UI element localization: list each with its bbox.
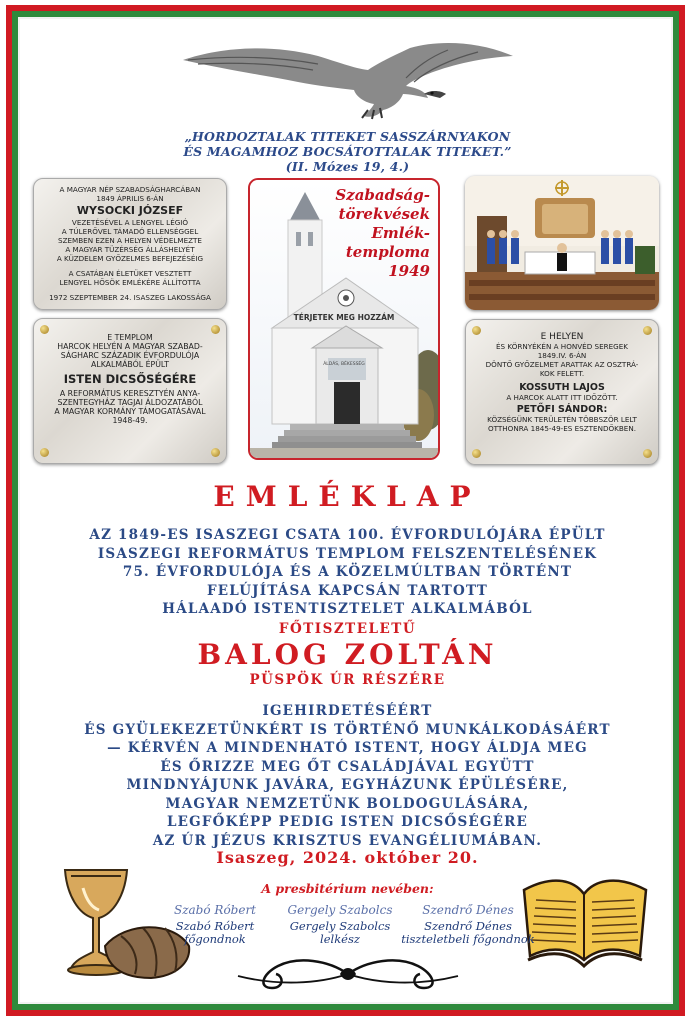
signer-name: Szendrő Dénes [424, 919, 512, 933]
plaque-line: PETŐFI SÁNDOR: [516, 404, 608, 415]
plaque-line: SÁGHARC SZÁZADIK ÉVFORDULÓJA [60, 351, 200, 360]
presbytery-label: A presbitérium nevében: [261, 881, 434, 896]
dedication-line: IGEHIRDETÉSÉÉRT [262, 703, 433, 719]
plaque-line: SZEMBEN EZEN A HELYEN VÉDELMEZTE [58, 236, 202, 245]
rivet-icon [40, 448, 49, 457]
church-facade-inscription: TÉRJETEK MEG HOZZÁM [293, 313, 395, 322]
page-title: EMLÉKLAP [213, 480, 482, 513]
plaque-line: KOK FELETT. [539, 369, 585, 378]
plaque-line: WYSOCKI JÓZSEF [76, 204, 184, 217]
interior-illustration [465, 176, 659, 310]
plaque-line: 1972 SZEPTEMBER 24. ISASZEG LAKOSSÁGA [49, 293, 211, 302]
intro-line: 75. ÉVFORDULÓJA ÉS A KÖZELMÚLTBAN TÖRTÉNT [122, 564, 573, 580]
intro-line: AZ 1849-ES ISASZEGI CSATA 100. ÉVFORDULÓJÁRA ÉPÜLT [89, 527, 606, 543]
church-title-line: temploma [345, 243, 430, 261]
signer-role: főgondnok [184, 932, 246, 946]
plaque-line: 1948-49. [112, 416, 148, 425]
plaque-line: A CSATÁBAN ÉLETÜKET VESZTETT [68, 269, 192, 278]
rivet-icon [211, 325, 220, 334]
church-title-line: 1949 [388, 262, 430, 280]
dedication-line: ÉS ŐRIZZE MEG ŐT CSALÁDJÁVAL EGYÜTT [160, 758, 535, 775]
plaque-line: HARCOK HELYÉN A MAGYAR SZABAD- [57, 342, 203, 351]
signer-role: tiszteletbeli főgondnok [401, 932, 535, 946]
plaque-line: ISTEN DICSŐSÉGÉRE [63, 372, 197, 386]
plaque-line: A MAGYAR TÜZÉRSÉG ÁLLÁSHELYÉT [65, 245, 195, 254]
dedication-line: ÉS GYÜLEKEZETÜNKÉRT IS TÖRTÉNŐ MUNKÁLKODÁSÁÉRT [84, 721, 611, 738]
church-door-inscription: ÁLDÁS, BÉKESSÉG [323, 362, 365, 367]
church-title-line: törekvések [338, 205, 430, 223]
place-date: Isaszeg, 2024. október 20. [216, 848, 479, 867]
plaque-polish-legion [33, 178, 227, 310]
signature-szendro: Szendrő Dénes [422, 903, 514, 917]
rivet-icon [40, 325, 49, 334]
plaque-line: A KÜZDELEM GYŐZELMES BEFEJEZÉSÉIG [56, 254, 204, 263]
plaque-line: 1849.IV. 6-ÁN [537, 351, 587, 360]
plaque-line: E TEMPLOM [107, 333, 153, 342]
plaque-line: VEZETÉSÉVEL A LENGYEL LÉGIÓ [71, 218, 189, 227]
signer-3 [398, 904, 538, 946]
church-title-line: Emlék- [371, 224, 430, 242]
intro-line: FELÚJÍTÁSA KAPCSÁN TARTOTT [206, 582, 488, 599]
intro-line: HÁLAADÓ ISTENTISZTELET ALKALMÁBÓL [162, 601, 533, 617]
rivet-icon [472, 326, 481, 335]
church-title [335, 186, 430, 281]
plaque-line: OTTHONRA 1845-49-ES ESZTENDŐKBEN. [487, 424, 637, 433]
plaque-line: ÉS KÖRNYÉKÉN A HONVÉD SEREGEK [496, 342, 628, 351]
signature-gergely: Gergely Szabolcs [287, 903, 393, 917]
plaque-line: KÖZSÉGÜNK TERÜLETÉN TÖBBSZÖR LELT [487, 415, 637, 424]
recipient-title: PÜSPÖK ÚR RÉSZÉRE [249, 672, 446, 688]
plaque-line: A TÚLERŐVEL TÁMADÓ ELLENSÉGGEL [61, 227, 199, 236]
plaque-line: E HELYEN [540, 332, 584, 342]
plaque-line: LENGYEL HŐSÖK EMLÉKÉRE ÁLLÍTOTTA [59, 278, 201, 287]
dedication-line: — KÉRVÉN A MINDENHATÓ ISTENT, HOGY ÁLDJA MEG [107, 740, 588, 756]
plaque-kossuth-petofi [465, 319, 659, 465]
bible-quote-line-2: ÉS MAGAMHOZ BOCSÁTOTTALAK TITEKET.” [183, 144, 512, 159]
plaque-line: A HARCOK ALATT ITT IDŐZÖTT. [506, 393, 618, 402]
open-book-icon [520, 870, 650, 970]
intro-text [0, 526, 695, 619]
eagle-icon [178, 38, 516, 120]
dedication-line: AZ ÚR JÉZUS KRISZTUS EVANGÉLIUMÁBAN. [152, 832, 543, 849]
church-title-line: Szabadság- [335, 186, 430, 204]
dedication-line: LEGFŐKÉPP PEDIG ISTEN DICSŐSÉGÉRE [166, 814, 529, 830]
rivet-icon [643, 326, 652, 335]
signer-2 [275, 904, 405, 946]
signer-name: Gergely Szabolcs [289, 919, 391, 933]
rivet-icon [643, 449, 652, 458]
signer-1 [155, 904, 275, 946]
bible-quote-source: (II. Mózes 19, 4.) [285, 159, 410, 174]
plaque-line: DÖNTŐ GYŐZELMET ARATTAK AZ OSZTRÁ- [485, 360, 639, 369]
rivet-icon [472, 449, 481, 458]
signer-name: Szabó Róbert [175, 919, 255, 933]
plaque-line: A MAGYAR KORMÁNY TÁMOGATÁSÁVAL [54, 407, 206, 416]
recipient-name: BALOG ZOLTÁN [197, 638, 498, 671]
plaque-line: 1849 ÁPRILIS 6-ÁN [96, 194, 164, 203]
dedication-line: MAGYAR NEMZETÜNK BOLDOGULÁSÁRA, [165, 795, 530, 812]
signer-role: lelkész [320, 932, 360, 946]
plaque-line: KOSSUTH LAJOS [519, 382, 605, 393]
church-photo [248, 178, 440, 460]
bible-quote-line-1: „HORDOZTALAK TITEKET SASSZÁRNYAKON [184, 129, 511, 144]
intro-line: ISASZEGI REFORMÁTUS TEMPLOM FELSZENTELÉSÉNEK [97, 545, 598, 562]
signature-szabo: Szabó Róbert [173, 903, 257, 917]
dedication-text [0, 702, 695, 850]
flourish-ornament [218, 950, 478, 996]
honorific: FŐTISZTELETŰ [278, 621, 417, 637]
plaque-line: SZENTEGYHÁZ TAGJAI ÁLDOZATÁBÓL [57, 398, 203, 407]
rivet-icon [211, 448, 220, 457]
plaque-line: ALKALMÁBÓL ÉPÜLT [91, 360, 169, 369]
dedication-line: MINDNYÁJUNK JAVÁRA, EGYHÁZUNK ÉPÜLÉSÉRE, [126, 777, 569, 793]
church-interior-photo [465, 176, 659, 310]
plaque-church-foundation [33, 318, 227, 464]
plaque-line: A MAGYAR NÉP SZABADSÁGHARCÁBAN [59, 185, 201, 194]
plaque-line: A REFORMÁTUS KERESZTYÉN ANYA- [59, 389, 201, 398]
